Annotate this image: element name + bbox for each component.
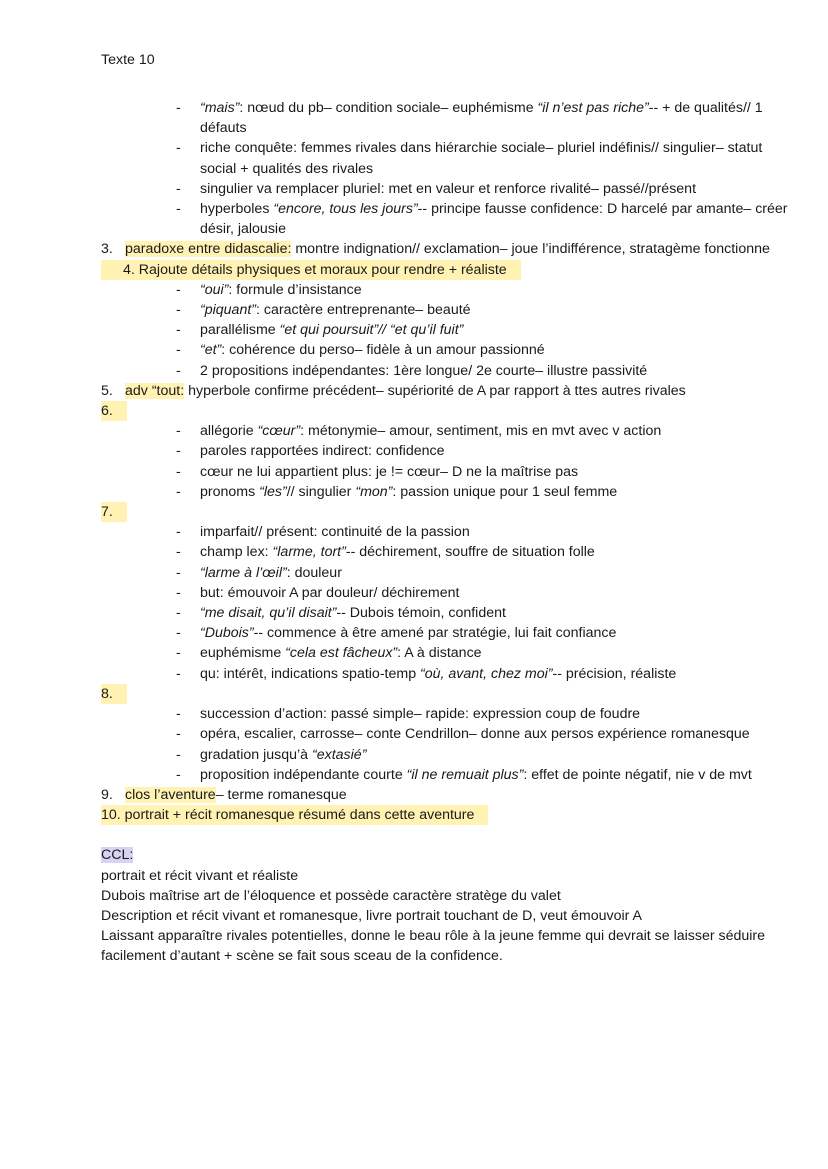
bullet-text (200, 340, 791, 360)
bullet-text (200, 724, 791, 744)
bullet-item (101, 522, 791, 542)
bullet-text (200, 563, 791, 583)
text-segment: : nœud du pb– condition sociale– euphémisme (239, 100, 538, 116)
highlighted-text: clos l’aventure (125, 786, 216, 803)
bullet-dash: - (176, 544, 181, 561)
item-number: 5. (101, 382, 113, 399)
bullet-dash: - (176, 726, 181, 743)
bullet-text (200, 199, 791, 239)
text-quote: “piquant” (200, 302, 256, 319)
text-segment: qu: intérêt, indications spatio-temp (200, 665, 421, 682)
bullet-text (200, 441, 791, 461)
text-quote: “et qui poursuit”// “et qu’il fuit” (279, 322, 464, 339)
bullet-item (101, 138, 791, 178)
bullet-item (101, 704, 791, 724)
bullet-dash: - (176, 625, 181, 642)
bullet-dash: - (176, 746, 181, 763)
bullet-text (200, 664, 791, 684)
bullet-dash: - (176, 605, 181, 622)
bullet-item (101, 745, 791, 765)
item-number: 9. (101, 786, 113, 803)
bullet-item (101, 462, 791, 482)
conclusion-label: CCL: (101, 847, 134, 864)
bullet-dash: - (176, 665, 181, 682)
highlighted-text: adv “tout: (125, 382, 185, 399)
text-segment: : métonymie– amour, sentiment, mis en mvt avec v action (300, 423, 662, 440)
text-segment: : caractère entreprenante– beauté (256, 302, 471, 319)
bullet-item (101, 300, 791, 320)
bullet-dash: - (176, 140, 181, 157)
text-quote: “me disait, qu’il disait” (200, 605, 337, 622)
conclusion (101, 845, 791, 966)
bullet-item (101, 623, 791, 643)
highlighted-text: paradoxe entre didascalie: (125, 241, 292, 258)
bullet-item (101, 664, 791, 684)
bullet-text (200, 98, 791, 138)
text-segment: -- précision, réaliste (552, 665, 677, 682)
text-quote: “encore, tous les jours” (273, 201, 418, 218)
text-segment: riche conquête: femmes rivales dans hiérarchie sociale– pluriel indéfinis// singulier– statut social + qualités des rivales (200, 140, 763, 177)
bullet-item (101, 199, 791, 239)
text-segment: pronoms (200, 483, 260, 500)
text-segment: but: émouvoir A par douleur/ déchirement (200, 584, 460, 601)
text-quote: “mon” (355, 483, 393, 500)
text-segment: champ lex: (200, 544, 273, 561)
bullet-item (101, 542, 791, 562)
bullet-text (200, 280, 791, 300)
section-number-label: 7. (101, 502, 127, 522)
text-segment: : A à distance (397, 645, 482, 662)
bullet-text (200, 704, 791, 724)
text-segment: -- principe fausse confidence: D harcelé par amante– créer désir, jalousie (200, 201, 788, 238)
bullet-dash: - (176, 281, 181, 298)
bullet-item (101, 441, 791, 461)
bullet-dash: - (176, 302, 181, 319)
bullet-dash: - (176, 362, 181, 379)
text-segment: 2 propositions indépendantes: 1ère longue/ 2e courte– illustre passivité (200, 362, 648, 379)
text-segment: montre indignation// exclamation– joue l’indifférence, stratagème fonctionne (291, 241, 770, 258)
bullet-text (200, 138, 791, 178)
text-segment: -- Dubois témoin, confident (336, 605, 506, 622)
conclusion-line: Laissant apparaître rivales potentielles, donne le beau rôle à la jeune femme qui devrait se laisser séduire facilement d’autant + scène se fait sous sceau de la confidence. (101, 928, 766, 965)
bullet-item (101, 643, 791, 663)
bullet-item (101, 98, 791, 138)
bullet-text (200, 603, 791, 623)
numbered-item (101, 785, 791, 805)
text-segment: : effet de pointe négatif, nie v de mvt (523, 766, 752, 783)
bullet-text (200, 522, 791, 542)
bullet-item (101, 482, 791, 502)
bullet-dash: - (176, 463, 181, 480)
text-segment: proposition indépendante courte (200, 766, 407, 783)
item-text (125, 383, 686, 399)
bullet-item (101, 724, 791, 744)
text-segment: – terme romanesque (215, 786, 347, 803)
bullet-dash: - (176, 443, 181, 460)
bullet-item (101, 340, 791, 360)
numbered-item (101, 260, 791, 280)
bullet-text (200, 421, 791, 441)
text-quote: “il ne remuait plus” (406, 766, 524, 783)
text-quote: “larme, tort” (272, 544, 346, 561)
bullet-dash: - (176, 201, 181, 218)
bullet-dash: - (176, 706, 181, 723)
bullet-dash: - (176, 483, 181, 500)
text-quote: “il n’est pas riche” (537, 100, 649, 116)
bullet-item (101, 361, 791, 381)
text-segment: portrait + récit romanesque résumé dans cette aventure (124, 807, 475, 824)
bullet-item (101, 563, 791, 583)
bullet-item (101, 320, 791, 340)
text-segment: paroles rapportées indirect: confidence (200, 443, 445, 460)
conclusion-line: Description et récit vivant et romanesque, livre portrait touchant de D, veut émouvoir A (101, 907, 642, 924)
bullet-dash: - (176, 180, 181, 197)
document-title: Texte 10 (101, 52, 155, 68)
item-number: 4. (123, 261, 139, 278)
text-quote: “larme à l’œil” (200, 564, 287, 581)
text-quote: “oui” (200, 281, 229, 298)
section-number (101, 684, 791, 704)
text-segment: singulier va remplacer pluriel: met en valeur et renforce rivalité– passé//présent (200, 180, 697, 197)
numbered-item (101, 805, 791, 825)
text-segment: hyperbole confirme précédent– supériorité de A par rapport à ttes autres rivales (184, 382, 686, 399)
bullet-item (101, 603, 791, 623)
bullet-text (200, 765, 791, 785)
bullet-dash: - (176, 322, 181, 339)
text-quote: “mais” (200, 100, 240, 116)
text-segment: // singulier (286, 483, 356, 500)
section-number-label: 8. (101, 684, 127, 704)
bullet-text (200, 583, 791, 603)
bullet-text (200, 643, 791, 663)
text-segment: -- + de qualités// 1 défauts (200, 100, 763, 137)
bullet-text (200, 462, 791, 482)
text-segment: succession d’action: passé simple– rapide: expression coup de foudre (200, 706, 641, 723)
section-number (101, 401, 791, 421)
text-segment: imparfait// présent: continuité de la passion (200, 524, 470, 541)
item-text (125, 787, 347, 803)
numbered-item (101, 381, 791, 401)
text-quote: “cœur” (257, 423, 301, 440)
conclusion-line: Dubois maîtrise art de l’éloquence et possède caractère stratège du valet (101, 887, 561, 904)
bullet-dash: - (176, 524, 181, 541)
bullet-dash: - (176, 766, 181, 783)
bullet-text (200, 179, 791, 199)
bullet-dash: - (176, 584, 181, 601)
highlighted-numbered-line (101, 260, 521, 280)
text-segment: -- commence à être amené par stratégie, lui fait confiance (253, 625, 617, 642)
conclusion-label-row (101, 845, 791, 865)
text-segment: euphémisme (200, 645, 286, 662)
conclusion-line: portrait et récit vivant et réaliste (101, 867, 299, 884)
section-number-label: 6. (101, 401, 127, 421)
bullet-text (200, 542, 791, 562)
bullet-text (200, 300, 791, 320)
bullet-text (200, 745, 791, 765)
text-segment: Rajoute détails physiques et moraux pour rendre + réaliste (138, 261, 507, 278)
text-segment: hyperboles (200, 201, 274, 218)
item-number: 3. (101, 241, 113, 258)
text-quote: “extasié” (312, 746, 367, 763)
text-quote: “Dubois” (200, 625, 254, 642)
bullet-dash: - (176, 645, 181, 662)
bullet-item (101, 280, 791, 300)
section-number (101, 502, 791, 522)
bullet-text (200, 361, 791, 381)
text-segment: : douleur (286, 564, 342, 581)
item-text (125, 241, 770, 257)
bullet-item (101, 179, 791, 199)
text-segment: : cohérence du perso– fidèle à un amour passionné (221, 342, 545, 359)
text-segment: opéra, escalier, carrosse– conte Cendrillon– donne aux persos expérience romanesque (200, 726, 750, 743)
text-quote: “et” (200, 342, 222, 359)
text-segment: cœur ne lui appartient plus: je != cœur– D ne la maîtrise pas (200, 463, 579, 480)
notes-body (101, 98, 791, 967)
bullet-dash: - (176, 100, 181, 116)
bullet-text (200, 623, 791, 643)
text-segment: -- déchirement, souffre de situation folle (345, 544, 595, 561)
text-quote: “les” (259, 483, 287, 500)
text-segment: gradation jusqu’à (200, 746, 313, 763)
numbered-item (101, 239, 791, 259)
bullet-dash: - (176, 423, 181, 440)
bullet-dash: - (176, 564, 181, 581)
text-quote: “cela est fâcheux” (285, 645, 398, 662)
text-quote: “où, avant, chez moi” (420, 665, 553, 682)
bullet-dash: - (176, 342, 181, 359)
bullet-item (101, 765, 791, 785)
text-segment: parallélisme (200, 322, 280, 339)
text-segment: : passion unique pour 1 seul femme (392, 483, 618, 500)
bullet-text (200, 482, 791, 502)
bullet-item (101, 583, 791, 603)
item-number: 10. (101, 807, 125, 824)
text-segment: : formule d’insistance (228, 281, 362, 298)
bullet-item (101, 421, 791, 441)
text-segment: allégorie (200, 423, 258, 440)
highlighted-numbered-line (101, 805, 488, 825)
bullet-text (200, 320, 791, 340)
